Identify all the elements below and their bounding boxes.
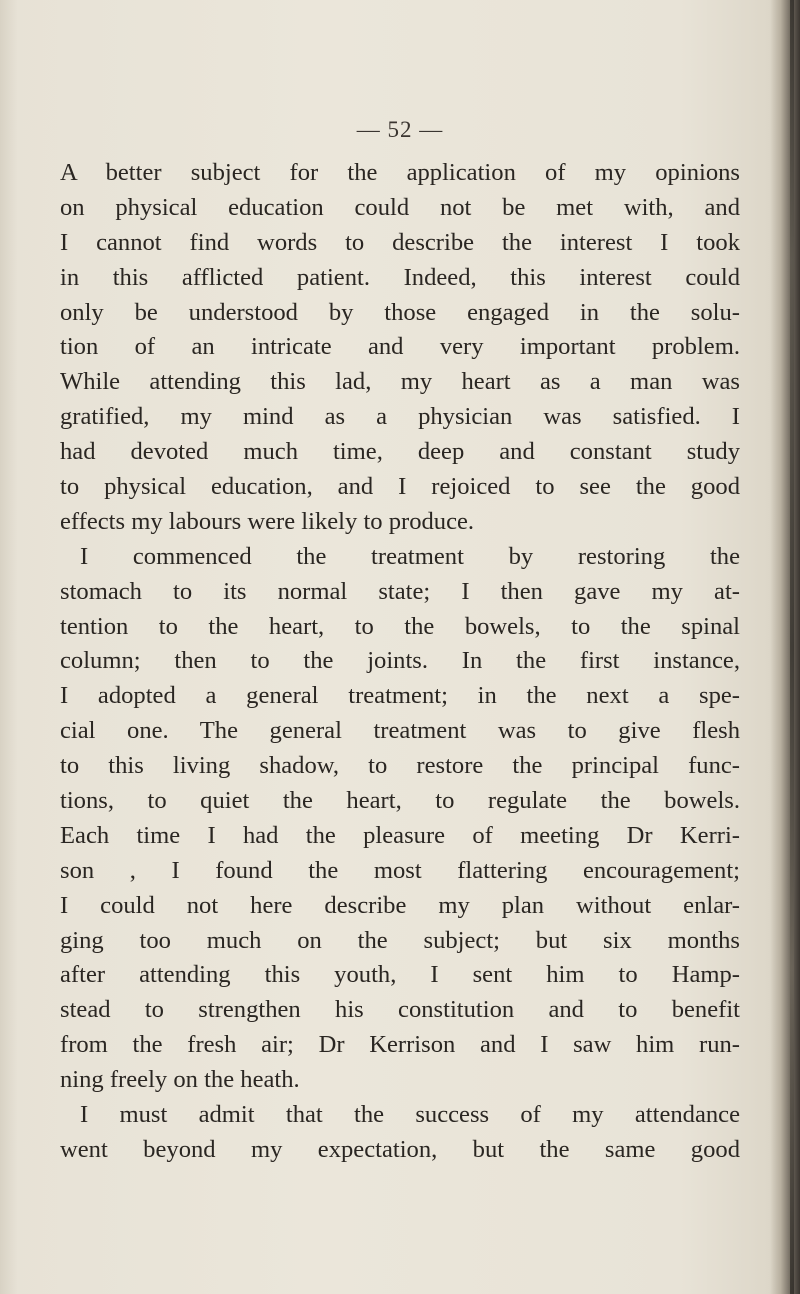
text-line: I commenced the treatment by restoring the bbox=[80, 542, 740, 570]
text-line: went beyond my expectation, but the same good bbox=[60, 1135, 740, 1163]
book-spine-shadow bbox=[770, 0, 800, 1294]
text-line: gratified, my mind as a physician was satisfied. I bbox=[60, 403, 740, 431]
text-line: tion of an intricate and very important problem. bbox=[60, 333, 740, 361]
text-line: after attending this youth, I sent him to Hamp- bbox=[60, 961, 740, 989]
text-line: tention to the heart, to the bowels, to the spinal bbox=[60, 612, 740, 640]
text-line: to physical education, and I rejoiced to see the good bbox=[60, 473, 740, 501]
page-left-edge-shadow bbox=[0, 0, 18, 1294]
text-line: in this afflicted patient. Indeed, this interest could bbox=[60, 263, 740, 291]
text-line: stead to strengthen his constitution and to benefit bbox=[60, 996, 740, 1024]
book-spine-edge bbox=[790, 0, 794, 1294]
text-line: from the fresh air; Dr Kerrison and I saw him run- bbox=[60, 1031, 740, 1059]
text-line: on physical education could not be met with, and bbox=[60, 193, 740, 221]
text-line: effects my labours were likely to produce. bbox=[60, 507, 475, 535]
text-line: I cannot find words to describe the interest I took bbox=[60, 228, 740, 256]
text-line: tions, to quiet the heart, to regulate the bowels. bbox=[60, 787, 740, 815]
text-line: I adopted a general treatment; in the next a spe- bbox=[60, 682, 740, 710]
text-line: I must admit that the success of my attendance bbox=[80, 1101, 740, 1129]
text-line: I could not here describe my plan without enlar- bbox=[60, 891, 740, 919]
text-line: ging too much on the subject; but six months bbox=[60, 926, 740, 954]
text-line: son , I found the most flattering encouragement; bbox=[60, 856, 740, 884]
text-line: Each time I had the pleasure of meeting Dr Kerri- bbox=[60, 821, 740, 849]
text-line: only be understood by those engaged in the solu- bbox=[60, 298, 740, 326]
text-line: to this living shadow, to restore the principal func- bbox=[60, 752, 740, 780]
text-line: While attending this lad, my heart as a man was bbox=[60, 368, 740, 396]
text-line: cial one. The general treatment was to give flesh bbox=[60, 717, 740, 745]
text-line: had devoted much time, deep and constant study bbox=[60, 438, 740, 466]
text-line: A better subject for the application of my opinions bbox=[60, 159, 740, 186]
text-line: ning freely on the heath. bbox=[60, 1066, 300, 1094]
text-line: column; then to the joints. In the first instance, bbox=[60, 647, 740, 675]
page-number: — 52 — bbox=[356, 117, 444, 142]
body-text bbox=[60, 156, 740, 1168]
text-line: stomach to its normal state; I then gave my at- bbox=[60, 577, 740, 605]
